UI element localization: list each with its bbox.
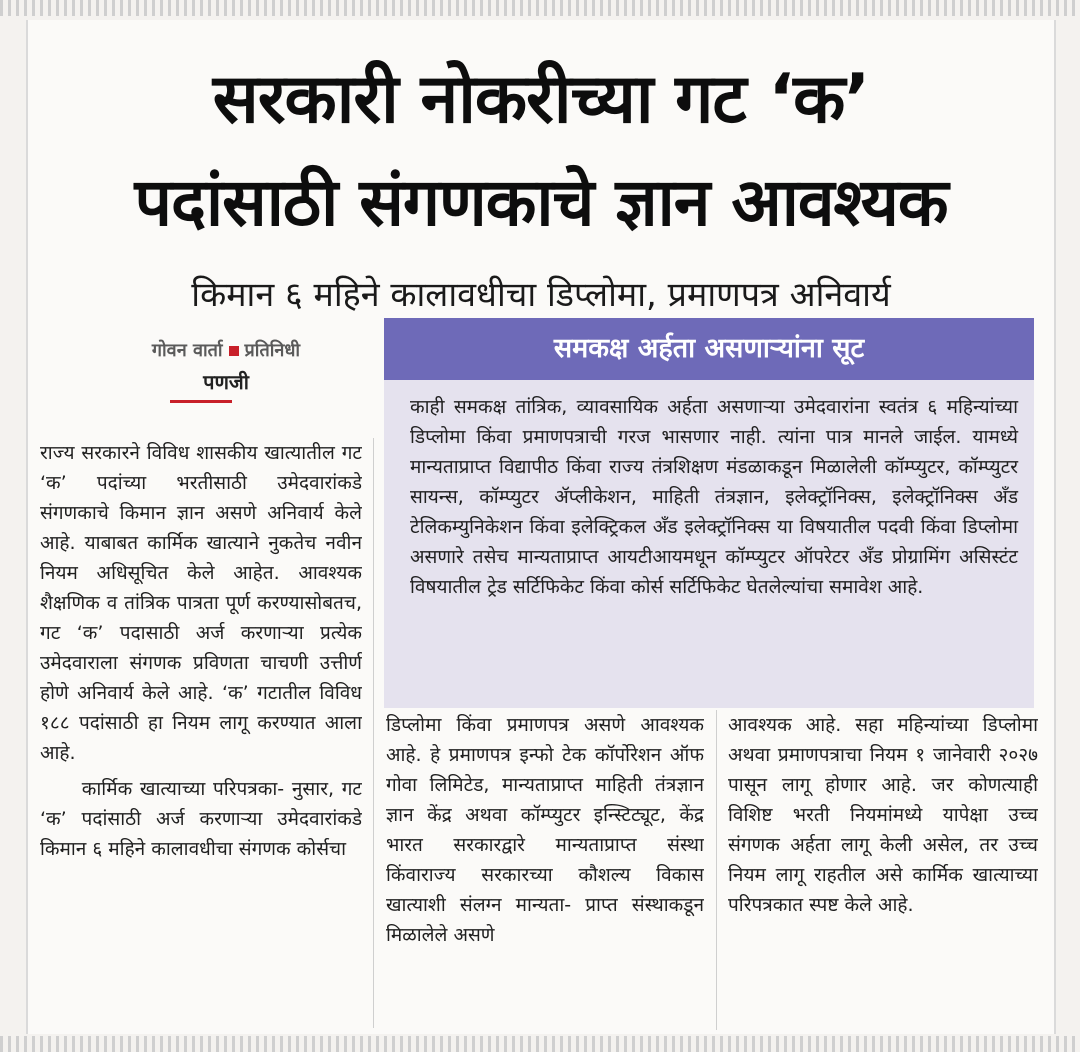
subheadline: किमान ६ महिने कालावधीचा डिप्लोमा, प्रमाणपत्र अनिवार्य — [191, 275, 891, 315]
right-page-rule — [1054, 20, 1056, 1034]
sidebar-box — [384, 318, 1034, 708]
bottom-border-hatch — [0, 1036, 1080, 1052]
article-paragraph: आवश्यक आहे. सहा महिन्यांच्या डिप्लोमा अथवा प्रमाणपत्राचा नियम १ जानेवारी २०२७ पासून लागू होणार आहे. जर कोणत्याही विशिष्ट भरती नियमांमध्ये यापेक्षा उच्च संगणक अर्हता लागू केली असेल, तर उच्च नियम लागू राहतील असे कार्मिक खात्याच्या परिपत्रकात स्पष्ट केले आहे. — [728, 714, 1038, 916]
column-divider — [373, 438, 374, 1028]
sidebar-body: काही समकक्ष तांत्रिक, व्यावसायिक अर्हता असणाऱ्या उमेदवारांना स्वतंत्र ६ महिन्यांच्या डिप्लोमा किंवा प्रमाणपत्राची गरज भासणार नाही. त्यांना पात्र मानले जाईल. यामध्ये मान्यताप्राप्त विद्यापीठ किंवा राज्य तंत्रशिक्षण मंडळाकडून मिळालेली कॉम्प्युटर, कॉम्प्युटर सायन्स, कॉम्प्युटर ॲप्लीकेशन, माहिती तंत्रज्ञान, इलेक्ट्रॉनिक्स, इलेक्ट्रॉनिक्स अँड टेलिकम्युनिकेशन किंवा इलेक्ट्रिकल अँड इलेक्ट्रॉनिक्स या विषयातील पदवी किंवा डिप्लोमा असणारे तसेच मान्यताप्राप्त आयटीआयमधून कॉम्प्युटर ऑपरेटर अँड प्रोग्रामिंग असिस्टंट विषयातील ट्रेड सर्टिफिकेट किंवा कोर्स सर्टिफिकेट घेतलेल्यांचा समावेश आहे. — [410, 396, 1018, 598]
byline-source: गोवन वार्ता — [151, 340, 223, 361]
headline-line-2: पदांसाठी संगणकाचे ज्ञान आवश्यक — [134, 164, 948, 241]
newspaper-clipping — [28, 20, 1054, 1034]
dateline-underline — [170, 400, 232, 403]
dateline-place: पणजी — [203, 370, 249, 394]
article-column-1 — [40, 438, 362, 1023]
headline-line-1: सरकारी नोकरीच्या गट ‘क’ — [212, 60, 870, 139]
column-divider — [716, 710, 717, 1030]
red-square-bullet — [229, 346, 239, 356]
article-paragraph: डिप्लोमा किंवा प्रमाणपत्र असणे आवश्यक आहे. हे प्रमाणपत्र इन्फो टेक कॉर्पोरेशन ऑफ गोवा लिमिटेड, मान्यताप्राप्त माहिती तंत्रज्ञान ज्ञान केंद्र अथवा कॉम्प्युटर इन्स्टिट्यूट, केंद्र भारत सरकारद्वारे मान्यताप्राप्त संस्था किंवाराज्य सरकारच्या कौशल्य विकास खात्याशी संलग्न मान्यता- प्राप्त संस्थाकडून मिळालेले असणे — [386, 714, 704, 946]
article-paragraph: राज्य सरकारने विविध शासकीय खात्यातील गट ‘क’ पदांच्या भरतीसाठी उमेदवारांकडे संगणकाचे किमान ज्ञान असणे अनिवार्य केले आहे. याबाबत कार्मिक खात्याने नुकतेच नवीन नियम अधिसूचित केले आहेत. आवश्यक शैक्षणिक व तांत्रिक पात्रता पूर्ण करण्यासोबतच, गट ‘क’ पदासाठी अर्ज करणाऱ्या प्रत्येक उमेदवाराला संगणक प्रविणता चाचणी उत्तीर्ण होणे अनिवार्य केले आहे. ‘क’ गटातील विविध १८८ पदांसाठी हा नियम लागू करण्यात आला आहे. — [40, 442, 362, 764]
top-border-hatch — [0, 0, 1080, 16]
byline — [86, 338, 366, 362]
article-column-3 — [728, 710, 1038, 1030]
article-column-2 — [386, 710, 704, 1030]
byline-role: प्रतिनिधी — [244, 340, 301, 361]
article-paragraph: कार्मिक खात्याच्या परिपत्रका- नुसार, गट ‘क’ पदांसाठी अर्ज करणाऱ्या उमेदवारांकडे किमान ६ महिने कालावधीचा संगणक कोर्सचा — [40, 778, 362, 860]
sidebar-title: समकक्ष अर्हता असणाऱ्यांना सूट — [384, 318, 1034, 380]
